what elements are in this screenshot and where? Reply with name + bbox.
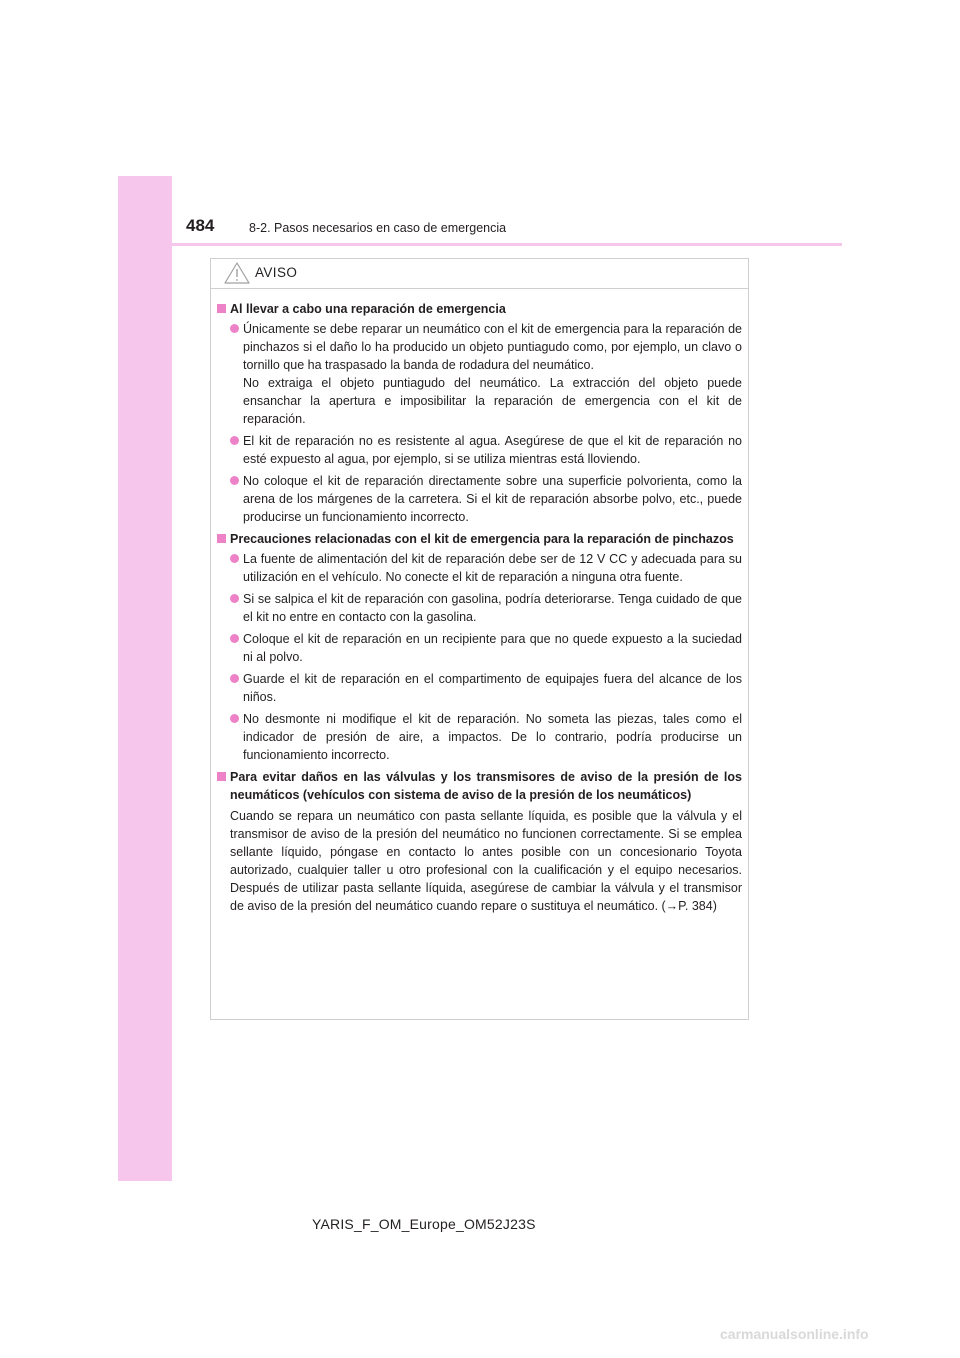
round-bullet-icon [230, 436, 239, 445]
square-bullet-icon [217, 772, 226, 781]
section-heading: Precauciones relacionadas con el kit de emergencia para la reparación de pinchazos [217, 530, 742, 548]
list-item: Coloque el kit de reparación en un recipiente para que no quede expuesto a la suciedad ni al polvo. [217, 630, 742, 666]
list-item: Únicamente se debe reparar un neumático con el kit de emergencia para la reparación de pinchazos si el daño lo ha producido un objeto puntiagudo como, por ejemplo, un clavo o tornillo que ha traspasado la banda de rodadura del neumático. No extraiga el objeto puntiagudo del neumático. La extracción del objeto puede ensanchar la apertura e imposibilitar la reparación de emergencia con el kit de reparación. [217, 320, 742, 428]
list-item: Guarde el kit de reparación en el compartimento de equipajes fuera del alcance de los niños. [217, 670, 742, 706]
round-bullet-icon [230, 324, 239, 333]
list-item: Si se salpica el kit de reparación con gasolina, podría deteriorarse. Tenga cuidado de que el kit no entre en contacto con la gasolina. [217, 590, 742, 626]
caution-header [211, 259, 748, 289]
section-paragraph: Cuando se repara un neumático con pasta sellante líquida, es posible que la válvula y el transmisor de aviso de la presión del neumático no funcionen correctamente. Si se emplea sellante líquido, póngase en contacto lo antes posible con un concesionario Toyota autorizado, cualquier taller u otro profesional con la cualificación y el equipo necesarios. Después de utilizar pasta sellante líquida, asegúrese de cambiar la válvula y el transmisor de aviso de la presión del neumático cuando repare o sustituya el neumático. (→P. 384) [230, 809, 742, 913]
list-item: La fuente de alimentación del kit de reparación debe ser de 12 V CC y adecuada para su utilización en el vehículo. No conecte el kit de reparación a ninguna otra fuente. [217, 550, 742, 586]
caution-box [210, 258, 749, 1020]
round-bullet-icon [230, 714, 239, 723]
round-bullet-icon [230, 554, 239, 563]
section-heading: Al llevar a cabo una reparación de emergencia [217, 300, 742, 318]
caution-label: AVISO [255, 265, 298, 280]
list-item: No desmonte ni modifique el kit de reparación. No someta las piezas, tales como el indicador de presión de aire, a impactos. De lo contrario, podría producirse un funcionamiento incorrecto. [217, 710, 742, 764]
watermark-text: carmanualsonline.info [720, 1326, 869, 1342]
square-bullet-icon [217, 534, 226, 543]
list-item: El kit de reparación no es resistente al agua. Asegúrese de que el kit de reparación no esté expuesto al agua, por ejemplo, si se utiliza mientras está lloviendo. [217, 432, 742, 468]
page-number: 484 [186, 216, 215, 235]
caution-body [211, 289, 748, 915]
document-code: YARIS_F_OM_Europe_OM52J23S [312, 1216, 536, 1232]
section-heading: Para evitar daños en las válvulas y los transmisores de aviso de la presión de los neumáticos (vehículos con sistema de aviso de la presión de los neumáticos) [217, 768, 742, 804]
list-item: No coloque el kit de reparación directamente sobre una superficie polvorienta, como la arena de los márgenes de la carretera. Si el kit de reparación absorbe polvo, etc., puede producirse un funcionamiento incorrecto. [217, 472, 742, 526]
round-bullet-icon [230, 476, 239, 485]
square-bullet-icon [217, 304, 226, 313]
round-bullet-icon [230, 634, 239, 643]
header-rule [172, 243, 842, 246]
warning-triangle-icon [224, 262, 250, 284]
side-tab-strip [118, 176, 172, 1181]
section-title: 8-2. Pasos necesarios en caso de emergencia [249, 221, 507, 235]
round-bullet-icon [230, 594, 239, 603]
round-bullet-icon [230, 674, 239, 683]
